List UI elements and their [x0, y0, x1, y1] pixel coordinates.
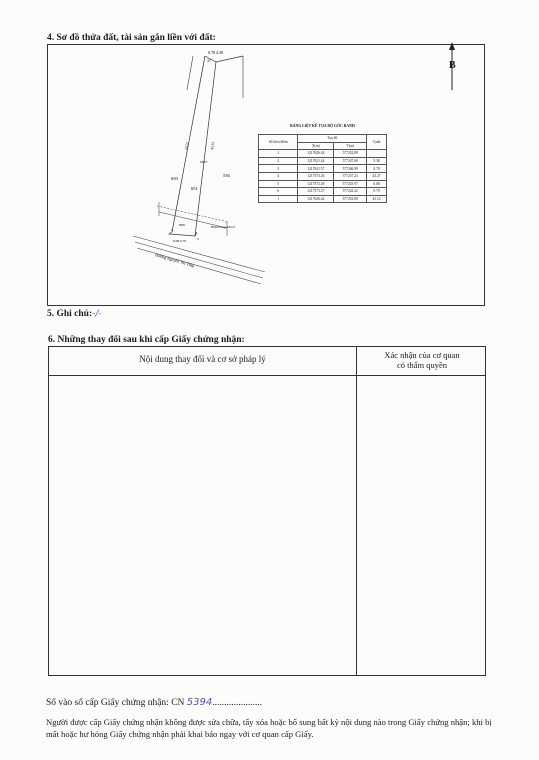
cell-y: 577243.22 — [334, 188, 367, 196]
cell-x: 1217621.57 — [298, 165, 334, 173]
cell-point: 6 — [259, 188, 298, 196]
cell-y: 577257.23 — [334, 172, 367, 180]
cell-x: 1217626.44 — [298, 195, 334, 203]
bottom-dims-label: 6.08 0.79 — [173, 239, 187, 243]
cell-point: 2 — [259, 157, 298, 165]
column-header-content: Nội dung thay đổi và cơ sở pháp lý — [139, 354, 266, 364]
table-row — [259, 172, 387, 180]
corner-label-5: 5 — [197, 237, 199, 241]
cell-point: 5 — [259, 180, 298, 188]
header-point: Số hiệu điểm — [259, 135, 298, 150]
cell-point: 1 — [259, 150, 298, 158]
cell-edge: 0.79 — [367, 188, 387, 196]
cell-edge: 0.78 — [367, 165, 387, 173]
cell-x: 1217573.27 — [298, 188, 334, 196]
table-row — [259, 157, 387, 165]
road-label: Đường Nguyễn Thị Thập — [154, 252, 196, 269]
cell-x: 1217573.26 — [298, 172, 334, 180]
north-label: B — [449, 60, 456, 71]
cell-edge: 6.08 — [367, 180, 387, 188]
cell-point: 4 — [259, 172, 298, 180]
table-header-row — [259, 135, 387, 143]
bottom-code-label: HNK — [179, 223, 186, 227]
parcel-drawing — [115, 50, 255, 290]
header-edge: Cạnh — [367, 135, 387, 150]
corner-label-4: 4 — [171, 228, 173, 232]
cell-y: 577252.89 — [334, 150, 367, 158]
coord-table-caption: BẢNG LIỆT KÊ TỌA ĐỘ GÓC RANH — [290, 124, 355, 128]
cell-y: 577252.89 — [334, 195, 367, 203]
cell-point: 3 — [259, 165, 298, 173]
registry-prefix: CN — [171, 698, 185, 708]
cell-y: 577247.68 — [334, 157, 367, 165]
footer-note: Người được cấp Giấy chứng nhận không được sửa chữa, tẩy xóa hoặc bổ sung bất kỳ nội dung nào trong Giấy chứng nhận; khi bị mất hoặc hư hỏng Giấy chứng nhận phải khai báo ngay với cơ quan cấp Giấy. — [46, 717, 492, 739]
parcel-number-label: 651 — [191, 186, 198, 191]
confirmation-line-2: có thẩm quyền — [396, 360, 448, 370]
registry-label: Số vào sổ cấp Giấy chứng nhận: — [46, 698, 169, 708]
right-length-label: 43.12 — [210, 141, 216, 151]
registry-line — [46, 697, 262, 708]
cell-y: 577243.97 — [334, 180, 367, 188]
cell-x: 1217572.49 — [298, 180, 334, 188]
table-row — [259, 195, 387, 203]
cell-edge: 43.27 — [367, 172, 387, 180]
top-dims-label: 0.78 4.38 — [208, 50, 223, 55]
cell-edge: 5.38 — [367, 157, 387, 165]
bottom-note-label: Hành lang ATGT — [211, 225, 236, 229]
note-value: -/- — [92, 309, 102, 319]
header-coord: Tọa độ — [298, 135, 367, 143]
right-neighbor-label: 536 — [223, 173, 230, 178]
parcel-code-label: ONT — [200, 160, 208, 164]
left-length-label: 43.27 — [184, 141, 190, 151]
coordinate-table — [258, 134, 387, 203]
table-row — [259, 188, 387, 196]
cell-x: 1217626.44 — [298, 150, 334, 158]
table-row — [259, 150, 387, 158]
cell-y: 577246.99 — [334, 165, 367, 173]
section-4-title: 4. Sơ đồ thửa đất, tài sản gắn liền với đất: — [47, 33, 216, 43]
confirmation-line-1: Xác nhận của cơ quan — [384, 350, 460, 360]
cell-edge: 43.12 — [367, 195, 387, 203]
cell-edge — [367, 150, 387, 158]
registry-number: 5394 — [186, 697, 213, 708]
registry-dots: ..................... — [212, 698, 263, 708]
column-header-confirmation — [357, 350, 487, 370]
changes-table — [48, 346, 486, 676]
top-label: 37 — [207, 58, 211, 63]
cell-x: 1217621.44 — [298, 157, 334, 165]
table-row — [259, 165, 387, 173]
header-x: X(m) — [298, 142, 334, 150]
left-neighbor-label: 650 — [171, 176, 178, 181]
table-row — [259, 180, 387, 188]
column-divider — [356, 347, 357, 675]
section-6-title: 6. Những thay đổi sau khi cấp Giấy chứng nhận: — [48, 335, 245, 345]
header-y: Y(m) — [334, 142, 367, 150]
section-5-title — [47, 309, 102, 319]
note-label: 5. Ghi chú: — [47, 309, 93, 319]
cell-point: 1 — [259, 195, 298, 203]
